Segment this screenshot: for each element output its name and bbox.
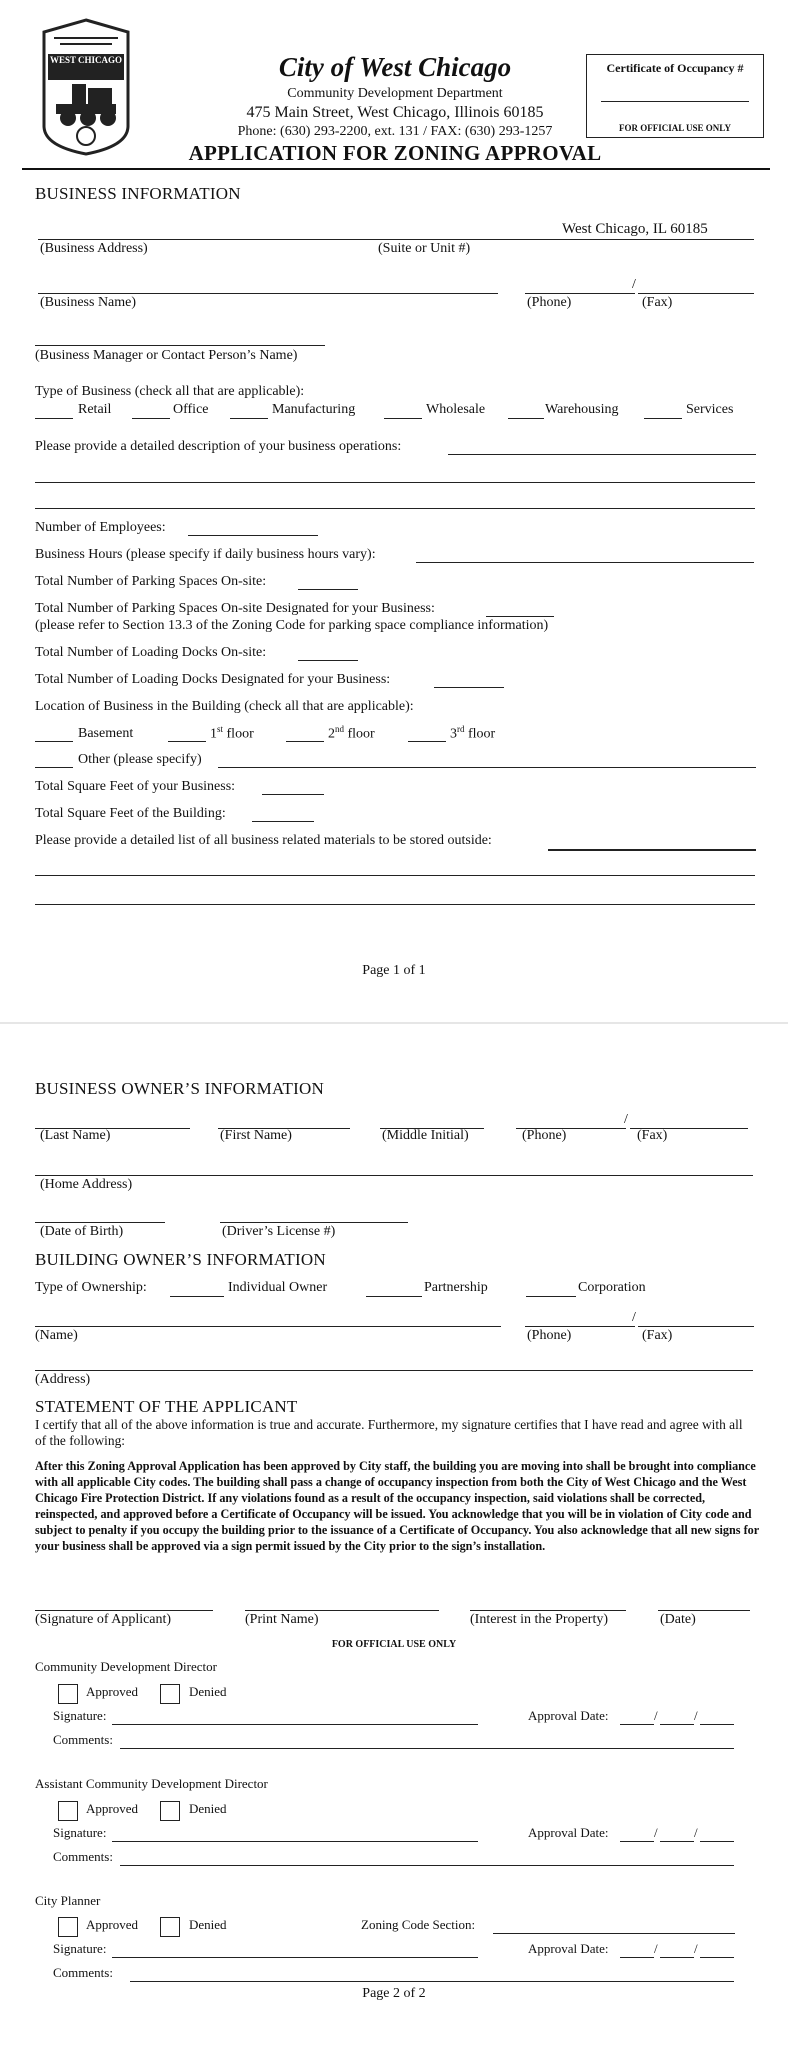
type-warehousing-label: Warehousing xyxy=(545,402,619,417)
date-label: (Date) xyxy=(660,1612,696,1627)
loc-2nd-blank[interactable] xyxy=(286,741,324,742)
sqft-building-label: Total Square Feet of the Building: xyxy=(35,806,226,821)
city-logo xyxy=(42,18,130,156)
ownership-prompt: Type of Ownership: xyxy=(35,1280,147,1295)
print-name-field[interactable] xyxy=(245,1610,439,1611)
description-field-1[interactable] xyxy=(448,454,756,455)
certificate-box xyxy=(586,54,764,138)
sqft-building-field[interactable] xyxy=(252,821,314,822)
reviewer-1-approved-checkbox[interactable] xyxy=(58,1684,78,1704)
parking-total-field[interactable] xyxy=(298,589,358,590)
reviewer-1-date-sep-2: / xyxy=(694,1708,698,1723)
sqft-business-label: Total Square Feet of your Business: xyxy=(35,779,236,794)
loc-2-suffix: nd xyxy=(335,724,344,734)
description-field-2[interactable] xyxy=(35,482,755,483)
interest-label: (Interest in the Property) xyxy=(470,1612,609,1627)
department-name: Community Development Department xyxy=(287,86,503,101)
print-name-label: (Print Name) xyxy=(245,1612,319,1627)
docks-designated-label: Total Number of Loading Docks Designated for your Business: xyxy=(35,672,391,687)
type-wholesale-blank[interactable] xyxy=(384,418,422,419)
suite-label: (Suite or Unit #) xyxy=(378,241,471,256)
reviewer-3-title: City Planner xyxy=(35,1893,101,1908)
building-owner-fax-field[interactable] xyxy=(638,1326,754,1327)
loc-1-number: 1 xyxy=(210,726,217,742)
business-address-field[interactable] xyxy=(38,239,754,240)
reviewer-2-denied-checkbox[interactable] xyxy=(160,1801,180,1821)
form-title: APPLICATION FOR ZONING APPROVAL xyxy=(188,141,602,165)
page-1 xyxy=(0,0,788,1022)
building-owner-phone-label: (Phone) xyxy=(527,1328,572,1343)
loc-2nd-label xyxy=(328,724,375,743)
reviewer-2-approval-date-label: Approval Date: xyxy=(528,1825,609,1840)
loc-3-number: 3 xyxy=(450,726,457,742)
owner-middle-label: (Middle Initial) xyxy=(382,1128,469,1143)
type-services-blank[interactable] xyxy=(644,418,682,419)
reviewer-1-approved-label: Approved xyxy=(86,1684,138,1699)
business-phone-label: (Phone) xyxy=(527,295,572,310)
certificate-note: FOR OFFICIAL USE ONLY xyxy=(619,123,731,133)
description-field-3[interactable] xyxy=(35,508,755,509)
owner-dob-label: (Date of Birth) xyxy=(40,1224,124,1239)
building-owner-fax-label: (Fax) xyxy=(642,1328,673,1343)
reviewer-2-date-sep-1: / xyxy=(654,1825,658,1840)
city-address: 475 Main Street, West Chicago, Illinois 60185 xyxy=(246,104,544,121)
parking-designated-label: Total Number of Parking Spaces On-site Designated for your Business: xyxy=(35,601,435,616)
reviewer-2-date-sep-2: / xyxy=(694,1825,698,1840)
building-owner-phone-field[interactable] xyxy=(525,1326,635,1327)
reviewer-2-date-year[interactable] xyxy=(700,1841,734,1842)
reviewer-1-title: Community Development Director xyxy=(35,1659,217,1674)
ownership-individual-label: Individual Owner xyxy=(228,1280,328,1295)
business-section-title: BUSINESS INFORMATION xyxy=(35,184,241,203)
business-phone-field[interactable] xyxy=(525,293,635,294)
type-office-label: Office xyxy=(173,402,209,417)
hours-label: Business Hours (please specify if daily business hours vary): xyxy=(35,547,376,562)
ownership-corporation-blank[interactable] xyxy=(526,1296,576,1297)
reviewer-1-signature-label: Signature: xyxy=(53,1708,107,1723)
page-2 xyxy=(0,1024,788,2048)
phone-fax-slash: / xyxy=(632,277,636,292)
building-owner-section-title: BUILDING OWNER’S INFORMATION xyxy=(35,1250,326,1269)
parking-total-label: Total Number of Parking Spaces On-site: xyxy=(35,574,267,589)
business-fax-field[interactable] xyxy=(638,293,754,294)
manager-name-field[interactable] xyxy=(35,345,325,346)
owner-last-label: (Last Name) xyxy=(40,1128,111,1143)
terms-text: After this Zoning Approval Application has been approved by City staff, the building you are moving into shall be brought into compliance with all applicable City codes. The building shall pass a change of occupancy inspection from both the City of West Chicago and the West Chicago Fire Protection District. If any violations found as a result of the occupancy inspection, said violations shall be corrected, reinspected, and approved before a Certificate of Occupancy will be issued. You acknowledge that you will be in violation of City code and subject to penalty if you occupy the building prior to the issuance of a Certificate of Occupancy. You also acknowledge that all new signs for your business shall be approved via a sign permit issued by the City prior to the sign’s installation. xyxy=(35,1459,759,1553)
owner-phone-fax-slash: / xyxy=(624,1112,628,1127)
type-office-blank[interactable] xyxy=(132,418,170,419)
logo-text: WEST CHICAGO xyxy=(49,55,123,65)
materials-prompt: Please provide a detailed list of all business related materials to be stored outside: xyxy=(35,833,492,848)
reviewer-2-approved-label: Approved xyxy=(86,1801,138,1816)
reviewer-3-signature-field[interactable] xyxy=(112,1957,478,1958)
reviewer-3-denied-label: Denied xyxy=(189,1917,227,1932)
ownership-corporation-label: Corporation xyxy=(578,1280,646,1295)
ownership-individual-blank[interactable] xyxy=(170,1296,224,1297)
reviewer-1-denied-checkbox[interactable] xyxy=(160,1684,180,1704)
reviewer-3-denied-checkbox[interactable] xyxy=(160,1917,180,1937)
certificate-number-field[interactable] xyxy=(601,101,749,102)
loc-basement-label: Basement xyxy=(78,726,134,741)
loc-3-floor-word: floor xyxy=(468,726,496,742)
building-owner-address-label: (Address) xyxy=(35,1372,91,1387)
reviewer-3-date-sep-1: / xyxy=(654,1941,658,1956)
interest-field[interactable] xyxy=(470,1610,626,1611)
sig-applicant-field[interactable] xyxy=(35,1610,213,1611)
certificate-title: Certificate of Occupancy # xyxy=(606,61,744,75)
reviewer-3-approved-checkbox[interactable] xyxy=(58,1917,78,1937)
city-phone: Phone: (630) 293-2200, ext. 131 / FAX: (630) 293-1257 xyxy=(237,124,553,139)
page-1-footer: Page 1 of 1 xyxy=(362,963,426,978)
city-state-zip: West Chicago, IL 60185 xyxy=(562,221,708,237)
type-services-label: Services xyxy=(686,402,734,417)
zoning-code-section-label: Zoning Code Section: xyxy=(361,1917,476,1932)
docks-designated-field[interactable] xyxy=(434,687,504,688)
reviewer-2-title: Assistant Community Development Director xyxy=(35,1776,268,1791)
business-name-field[interactable] xyxy=(38,293,498,294)
reviewer-3-comments-label: Comments: xyxy=(53,1965,113,1980)
sqft-business-field[interactable] xyxy=(262,794,324,795)
loc-1st-label xyxy=(210,724,254,743)
reviewer-1-date-year[interactable] xyxy=(700,1724,734,1725)
business-name-label: (Business Name) xyxy=(40,295,137,310)
official-use-heading: FOR OFFICIAL USE ONLY xyxy=(331,1639,457,1650)
owner-fax-label: (Fax) xyxy=(637,1128,668,1143)
certify-text: I certify that all of the above information is true and accurate. Furthermore, my signature certifies that I have read and agree with all of the following: xyxy=(35,1417,743,1448)
reviewer-3-approval-date-label: Approval Date: xyxy=(528,1941,609,1956)
city-name: City of West Chicago xyxy=(278,52,512,82)
reviewer-1-date-month[interactable] xyxy=(620,1724,654,1725)
type-manufacturing-blank[interactable] xyxy=(230,418,268,419)
manager-name-label: (Business Manager or Contact Person’s Name) xyxy=(35,348,298,363)
location-prompt: Location of Business in the Building (check all that are applicable): xyxy=(35,699,414,714)
reviewer-2-approved-checkbox[interactable] xyxy=(58,1801,78,1821)
reviewer-2-date-day[interactable] xyxy=(660,1841,694,1842)
ownership-partnership-label: Partnership xyxy=(424,1280,488,1295)
reviewer-1-denied-label: Denied xyxy=(189,1684,227,1699)
owner-license-field[interactable] xyxy=(220,1222,408,1223)
reviewer-2-date-month[interactable] xyxy=(620,1841,654,1842)
date-field[interactable] xyxy=(658,1610,750,1611)
type-retail-label: Retail xyxy=(78,402,112,417)
reviewer-1-comments-field[interactable] xyxy=(120,1748,734,1749)
owner-first-label: (First Name) xyxy=(220,1128,292,1143)
loc-3-suffix: rd xyxy=(457,724,465,734)
reviewer-1-date-sep-1: / xyxy=(654,1708,658,1723)
statement-section-title: STATEMENT OF THE APPLICANT xyxy=(35,1397,298,1416)
reviewer-2-comments-label: Comments: xyxy=(53,1849,113,1864)
reviewer-3-approved-label: Approved xyxy=(86,1917,138,1932)
loc-other-label: Other (please specify) xyxy=(78,752,202,767)
reviewer-2-denied-label: Denied xyxy=(189,1801,227,1816)
employees-field[interactable] xyxy=(188,535,318,536)
building-owner-slash: / xyxy=(632,1310,636,1325)
loc-2-number: 2 xyxy=(328,726,335,742)
loc-3rd-blank[interactable] xyxy=(408,741,446,742)
loc-1-floor-word: floor xyxy=(226,726,254,742)
description-prompt: Please provide a detailed description of your business operations: xyxy=(35,439,402,454)
loc-other-blank[interactable] xyxy=(35,767,73,768)
materials-field-1[interactable] xyxy=(548,849,756,851)
reviewer-3-date-year[interactable] xyxy=(700,1957,734,1958)
owner-home-field[interactable] xyxy=(35,1175,753,1176)
business-type-prompt: Type of Business (check all that are applicable): xyxy=(35,384,305,399)
reviewer-1-approval-date-label: Approval Date: xyxy=(528,1708,609,1723)
building-owner-name-label: (Name) xyxy=(35,1328,78,1343)
owner-section-title: BUSINESS OWNER’S INFORMATION xyxy=(35,1079,324,1098)
zoning-code-section-field[interactable] xyxy=(493,1933,735,1934)
hours-field[interactable] xyxy=(416,562,754,563)
employees-label: Number of Employees: xyxy=(35,520,166,535)
reviewer-3-date-sep-2: / xyxy=(694,1941,698,1956)
materials-field-3[interactable] xyxy=(35,904,755,905)
reviewer-3-date-day[interactable] xyxy=(660,1957,694,1958)
loc-1st-blank[interactable] xyxy=(168,741,206,742)
reviewer-3-signature-label: Signature: xyxy=(53,1941,107,1956)
business-fax-label: (Fax) xyxy=(642,295,673,310)
reviewer-2-comments-field[interactable] xyxy=(120,1865,734,1866)
header-rule xyxy=(22,168,770,170)
owner-home-label: (Home Address) xyxy=(40,1177,133,1192)
type-manufacturing-label: Manufacturing xyxy=(272,402,356,417)
sig-applicant-label: (Signature of Applicant) xyxy=(35,1612,172,1627)
ownership-partnership-blank[interactable] xyxy=(366,1296,422,1297)
building-owner-name-field[interactable] xyxy=(35,1326,501,1327)
type-wholesale-label: Wholesale xyxy=(426,402,486,417)
page-2-footer: Page 2 of 2 xyxy=(362,1986,426,2001)
parking-designated-field[interactable] xyxy=(486,616,554,617)
reviewer-3-comments-field[interactable] xyxy=(130,1981,734,1982)
loc-basement-blank[interactable] xyxy=(35,741,73,742)
parking-note: (please refer to Section 13.3 of the Zoning Code for parking space compliance information) xyxy=(35,618,549,633)
owner-phone-label: (Phone) xyxy=(522,1128,567,1143)
reviewer-1-comments-label: Comments: xyxy=(53,1732,113,1747)
reviewer-1-signature-field[interactable] xyxy=(112,1724,478,1725)
loc-1-suffix: st xyxy=(217,724,224,734)
business-address-label: (Business Address) xyxy=(40,241,148,256)
reviewer-2-signature-field[interactable] xyxy=(112,1841,478,1842)
reviewer-2-signature-label: Signature: xyxy=(53,1825,107,1840)
docks-total-field[interactable] xyxy=(298,660,358,661)
loc-2-floor-word: floor xyxy=(347,726,375,742)
reviewer-3-date-month[interactable] xyxy=(620,1957,654,1958)
owner-dob-field[interactable] xyxy=(35,1222,165,1223)
reviewer-1-date-day[interactable] xyxy=(660,1724,694,1725)
materials-field-2[interactable] xyxy=(35,875,755,876)
type-warehousing-blank[interactable] xyxy=(508,418,544,419)
owner-license-label: (Driver’s License #) xyxy=(222,1224,336,1239)
docks-total-label: Total Number of Loading Docks On-site: xyxy=(35,645,267,660)
loc-3rd-label xyxy=(450,724,495,743)
building-owner-address-field[interactable] xyxy=(35,1370,753,1371)
type-retail-blank[interactable] xyxy=(35,418,73,419)
loc-other-field[interactable] xyxy=(218,767,756,768)
